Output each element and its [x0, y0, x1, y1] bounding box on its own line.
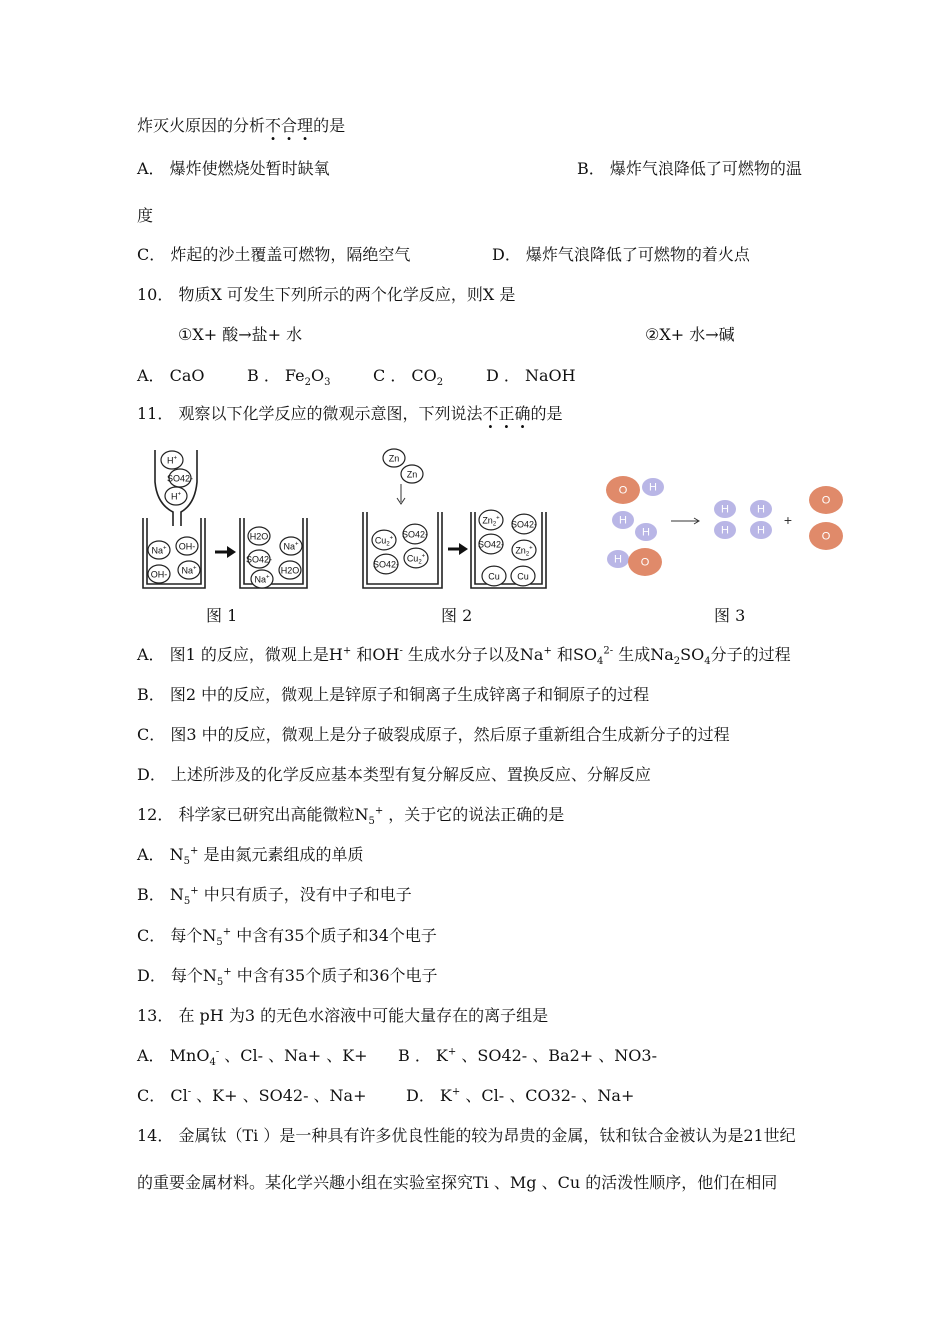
q13-option-d: D． K+ 、Cl- 、CO32- 、Na+ — [406, 1086, 635, 1105]
q10-stem: 10． 物质X 可发生下列所示的两个化学反应，则X 是 — [137, 285, 516, 304]
q9-option-d: D． 爆炸气浪降低了可燃物的着火点 — [492, 245, 750, 264]
q9-option-a: A． 爆炸使燃烧处暂时缺氧 — [137, 159, 330, 178]
q12-option-c: C． 每个$N_5^+$ 中含有35个质子和34个电子 — [137, 926, 437, 949]
fig1-left-ion-1-label: OH- — [178, 541, 196, 552]
fig3-left-atom-5-label: O — [640, 556, 650, 569]
q12-option-d: D． 每个$N_5^+$ 中含有35个质子和36个电子 — [137, 966, 438, 989]
q11-stem: 11． 观察以下化学反应的微观示意图，下列说法不正确的是 — [137, 404, 563, 423]
figure-2-diagram — [360, 446, 550, 596]
q14-line-1: 14． 金属钛（Ti ）是一种具有许多优良性能的较为昂贵的金属，钛和钛合金被认为是21世纪 — [137, 1126, 796, 1145]
q9-stem: 炸灭火原因的分析不合理的是 — [137, 116, 346, 135]
figure-3-caption: 图 3 — [714, 606, 746, 625]
q10-reaction-2: ②X+ 水→碱 — [645, 325, 735, 344]
fig3-left-atom-2-label: H — [619, 514, 627, 527]
q10-reaction-1: ①X+ 酸→盐+ 水 — [178, 325, 303, 344]
fig3-left-atom-4-label: H — [614, 553, 622, 566]
q13-option-a: A． MnO$_4$- 、Cl- 、Na+ 、K+ — [137, 1046, 368, 1069]
figure-1-caption: 图 1 — [206, 606, 238, 625]
fig3-right-atom-5-label: O — [821, 530, 831, 543]
fig3-right-atom-0-label: H — [721, 503, 729, 516]
fig1-funnel-ion-0-label: H+ — [166, 455, 178, 466]
q13-stem: 13． 在 pH 为3 的无色水溶液中可能大量存在的离子组是 — [137, 1006, 549, 1025]
fig3-left-atom-1-label: H — [649, 481, 657, 494]
fig2-right-ion-5-label: Cu — [517, 571, 529, 582]
fig1-funnel-ion-1-label: SO42- — [166, 473, 194, 484]
figure-3-diagram — [598, 464, 854, 588]
q10-option-b: B ． $Fe_2O_3$ — [247, 366, 331, 389]
q9-option-b-cont: 度 — [137, 206, 154, 225]
figure-3 — [598, 464, 854, 588]
fig2-left-ion-2-label: SO42- — [372, 559, 400, 570]
q10-option-d: D ． NaOH — [486, 366, 576, 385]
fig2-left-ion-3-label: $Cu_2^+$ — [406, 553, 426, 566]
fig2-right-ion-3-label: $Zn_2^+$ — [515, 545, 533, 558]
q9-option-c: C． 炸起的沙土覆盖可燃物，隔绝空气 — [137, 245, 411, 264]
q14-line-2: 的重要金属材料。某化学兴趣小组在实验室探究Ti 、Mg 、Cu 的活泼性顺序，他们在相同 — [137, 1173, 778, 1192]
fig1-right-ion-1-label: Na+ — [283, 541, 299, 552]
q12-option-a: A． $N_5^+$ 是由氮元素组成的单质 — [137, 845, 364, 868]
fig1-funnel-ion-2-label: H+ — [170, 491, 182, 502]
figure-3-plus: + — [783, 512, 793, 528]
fig1-left-ion-2-label: OH- — [150, 569, 168, 580]
figure-2-caption: 图 2 — [441, 606, 473, 625]
fig2-left-ion-0-label: $Cu_2^+$ — [374, 535, 394, 548]
figure-2 — [360, 446, 550, 596]
fig2-right-ion-0-label: $Zn_2^+$ — [482, 515, 500, 528]
fig3-right-atom-1-label: H — [721, 524, 729, 537]
q10-option-a: A． CaO — [137, 366, 205, 385]
figure-1-diagram — [137, 446, 317, 596]
fig2-left-ion-1-label: SO42- — [401, 529, 429, 540]
fig2-right-ion-4-label: Cu — [488, 571, 500, 582]
fig2-right-ion-1-label: SO42- — [510, 519, 538, 530]
fig3-left-atom-0-label: O — [618, 484, 628, 497]
fig2-zn-atom-1-label: Zn — [406, 469, 418, 480]
fig2-zn-atom-0-label: Zn — [388, 453, 400, 464]
fig3-right-atom-4-label: O — [821, 494, 831, 507]
figure-1 — [137, 446, 317, 596]
fig3-left-atom-3-label: H — [642, 526, 650, 539]
fig1-right-ion-3-label: Na+ — [254, 574, 270, 585]
fig1-right-ion-2-label: SO42- — [245, 554, 273, 565]
fig1-right-ion-4-label: H2O — [280, 565, 300, 576]
fig3-right-atom-3-label: H — [757, 524, 765, 537]
fig1-left-ion-0-label: Na+ — [151, 545, 167, 556]
q13-option-b: B ． K+ 、SO42- 、Ba2+ 、NO3- — [398, 1046, 657, 1065]
q11-option-b: B． 图2 中的反应，微观上是锌原子和铜离子生成锌离子和铜原子的过程 — [137, 685, 650, 704]
fig1-left-ion-3-label: Na+ — [181, 565, 197, 576]
fig3-right-atom-2-label: H — [757, 503, 765, 516]
q12-stem: 12． 科学家已研究出高能微粒$N_5^+$ ，关于它的说法正确的是 — [137, 805, 565, 828]
q11-option-d: D． 上述所涉及的化学反应基本类型有复分解反应、置换反应、分解反应 — [137, 765, 651, 784]
q9-option-b: B． 爆炸气浪降低了可燃物的温 — [577, 159, 802, 178]
q11-option-c: C． 图3 中的反应，微观上是分子破裂成原子，然后原子重新组合生成新分子的过程 — [137, 725, 730, 744]
fig2-right-ion-2-label: SO42- — [477, 539, 505, 550]
q10-option-c: C ． $CO_2$ — [373, 366, 444, 389]
q11-option-a: A． 图1 的反应，微观上是H+ 和OH- 生成水分子以及Na+ 和$SO_4^{2-}$ 生成$Na_2SO_4$分子的过程 — [137, 645, 791, 668]
q12-option-b: B． $N_5^+$ 中只有质子，没有中子和电子 — [137, 885, 412, 908]
fig1-right-ion-0-label: H2O — [249, 531, 269, 542]
q13-option-c: C． Cl- 、K+ 、SO42- 、Na+ — [137, 1086, 367, 1105]
